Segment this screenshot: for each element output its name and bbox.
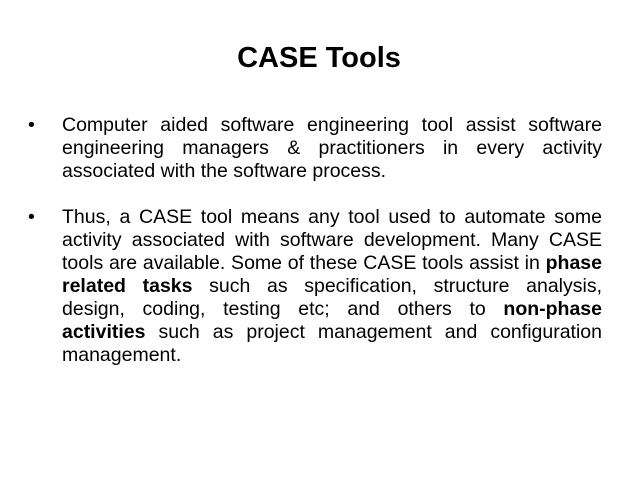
bullet-list — [28, 114, 602, 390]
bullet-item-1 — [28, 114, 602, 183]
bullet-icon: • — [28, 114, 35, 136]
bullet-text-2-bold-phase: phase related tasks — [62, 252, 602, 297]
bullet-text-2 — [62, 206, 602, 366]
bullet-icon: • — [28, 206, 35, 228]
bullet-item-2 — [28, 206, 602, 367]
slide-title: CASE Tools — [237, 42, 401, 74]
bullet-text-2-bold-nonphase: non-phase activities — [62, 298, 602, 343]
bullet-text-2-part3: such as project management and configuration management. — [62, 321, 602, 366]
bullet-text-2-part1: Thus, a CASE tool means any tool used to automate some activity associated with software development. Many CASE tools are available. Some of these CASE tools assist in — [62, 206, 602, 274]
bullet-text-1: Computer aided software engineering tool assist software engineering managers & practitioners in every activity associated with the software process. — [62, 114, 602, 182]
bullet-text-2-part2: such as specification, structure analysis, design, coding, testing etc; and others to — [62, 275, 602, 320]
